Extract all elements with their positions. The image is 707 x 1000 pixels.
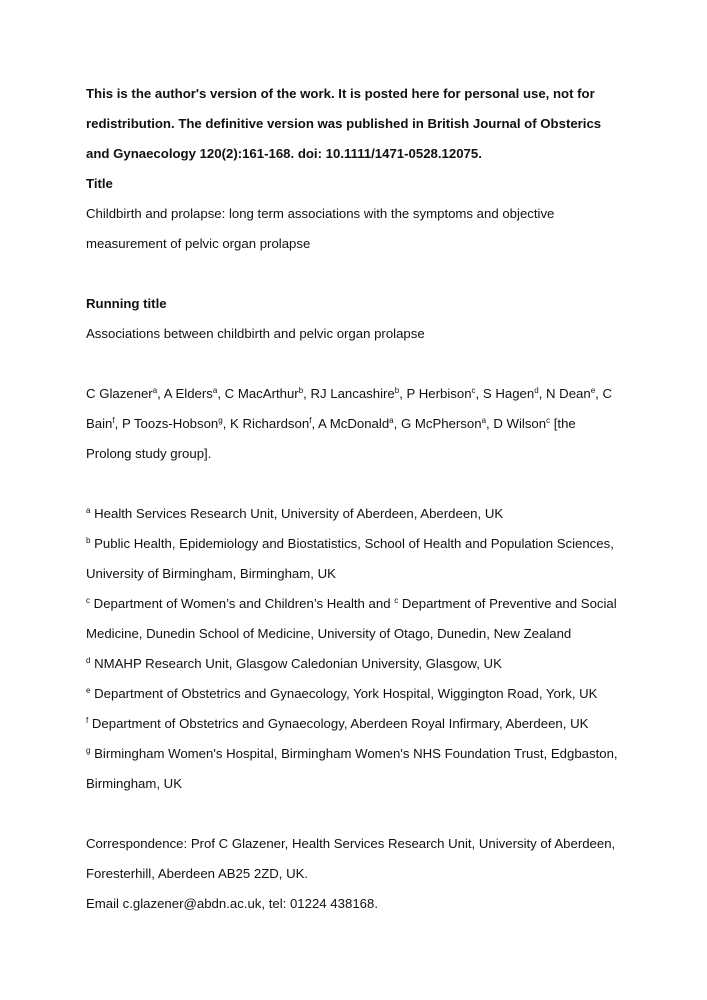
author-separator: , <box>399 386 407 401</box>
affiliation-g <box>86 746 618 762</box>
affiliation-sup: c <box>394 596 399 605</box>
author-name: P Toozs-Hobson <box>121 416 219 431</box>
author-affil-sup: b <box>394 386 400 395</box>
affiliation-f <box>86 716 588 732</box>
author-separator: , <box>157 386 164 401</box>
author-name: C Glazener <box>86 386 153 401</box>
author-separator: , <box>475 386 483 401</box>
affiliation-text: Public Health, Epidemiology and Biostatistics, School of Health and Population Sciences, <box>94 536 614 551</box>
author-separator: , <box>114 416 122 431</box>
author-affil-sup: d <box>534 386 539 395</box>
correspondence-line-2: Foresterhill, Aberdeen AB25 2ZD, UK. <box>86 866 309 881</box>
affiliation-sup: a <box>86 506 91 515</box>
title-line-1: Childbirth and prolapse: long term associations with the symptoms and objective <box>86 206 555 221</box>
author-affil-sup: a <box>389 416 394 425</box>
author-separator: [the <box>550 416 576 431</box>
notice-line-3: and Gynaecology 120(2):161-168. doi: 10.1111/1471-0528.12075. <box>86 146 482 161</box>
affiliation-sup: g <box>86 746 91 755</box>
running-title-text: Associations between childbirth and pelvic organ prolapse <box>86 326 425 341</box>
author-affil-sup: c <box>546 416 551 425</box>
author-name: K Richardson <box>230 416 310 431</box>
affiliation-text: Department of Preventive and Social <box>401 596 617 611</box>
author-separator: , C <box>595 386 613 401</box>
affiliation-sup: e <box>86 686 91 695</box>
notice-line-2: redistribution. The definitive version was published in British Journal of Obsterics <box>86 116 602 131</box>
authors-line-2 <box>86 416 576 432</box>
author-affil-sup: b <box>298 386 304 395</box>
affiliation-text: Department of Obstetrics and Gynaecology, York Hospital, Wiggington Road, York, UK <box>94 686 598 701</box>
affiliation-b <box>86 536 614 552</box>
affiliation-c-continued: Medicine, Dunedin School of Medicine, University of Otago, Dunedin, New Zealand <box>86 626 572 641</box>
affiliation-text: NMAHP Research Unit, Glasgow Caledonian University, Glasgow, UK <box>94 656 502 671</box>
author-name: P Herbison <box>406 386 472 401</box>
author-affil-sup: a <box>481 416 487 425</box>
author-name: C MacArthur <box>224 386 299 401</box>
affiliation-g-continued: Birmingham, UK <box>86 776 183 791</box>
author-name: S Hagen <box>482 386 535 401</box>
affiliation-c <box>86 596 617 612</box>
author-name: A Elders <box>163 386 213 401</box>
affiliation-sup: b <box>86 536 91 545</box>
author-name: RJ Lancashire <box>310 386 395 401</box>
affiliation-text: Health Services Research Unit, University of Aberdeen, Aberdeen, UK <box>94 506 504 521</box>
title-line-2: measurement of pelvic organ prolapse <box>86 236 311 251</box>
correspondence-email-line: Email c.glazener@abdn.ac.uk, tel: 01224 438168. <box>86 896 378 911</box>
affiliation-sup: f <box>86 716 89 725</box>
notice-line-1: This is the author's version of the work. It is posted here for personal use, not for <box>86 86 595 101</box>
author-affil-sup: f <box>112 416 115 425</box>
author-separator: , <box>303 386 311 401</box>
affiliation-e <box>86 686 597 702</box>
author-separator: , <box>486 416 494 431</box>
author-separator: , <box>538 386 546 401</box>
affiliation-a <box>86 506 503 522</box>
author-name: D Wilson <box>493 416 547 431</box>
author-affil-sup: a <box>212 386 218 395</box>
authors-line-3: Prolong study group]. <box>86 446 212 461</box>
author-separator: , <box>217 386 225 401</box>
correspondence-line-1: Correspondence: Prof C Glazener, Health Services Research Unit, University of Aberdeen, <box>86 836 616 851</box>
affiliation-text: Department of Women’s and Children’s Health and <box>93 596 391 611</box>
affiliation-b-continued: University of Birmingham, Birmingham, UK <box>86 566 336 581</box>
affiliation-text: Birmingham Women's Hospital, Birmingham Women's NHS Foundation Trust, Edgbaston, <box>94 746 618 761</box>
author-name: G McPherson <box>400 416 482 431</box>
author-affil-sup: e <box>590 386 596 395</box>
author-name: Bain <box>86 416 113 431</box>
author-affil-sup: f <box>309 416 312 425</box>
affiliation-sup: d <box>86 656 91 665</box>
affiliation-sup: c <box>86 596 90 605</box>
authors-line-1 <box>86 386 612 402</box>
author-affil-sup: g <box>218 416 223 425</box>
author-separator: , <box>393 416 401 431</box>
author-name: A McDonald <box>318 416 390 431</box>
affiliation-d <box>86 656 502 672</box>
author-separator: , <box>311 416 319 431</box>
author-affil-sup: a <box>152 386 158 395</box>
author-affil-sup: c <box>471 386 476 395</box>
running-title-heading: Running title <box>86 296 167 311</box>
author-name: N Dean <box>545 386 591 401</box>
affiliation-text: Department of Obstetrics and Gynaecology, Aberdeen Royal Infirmary, Aberdeen, UK <box>91 716 589 731</box>
author-separator: , <box>222 416 231 431</box>
title-heading: Title <box>86 176 113 191</box>
